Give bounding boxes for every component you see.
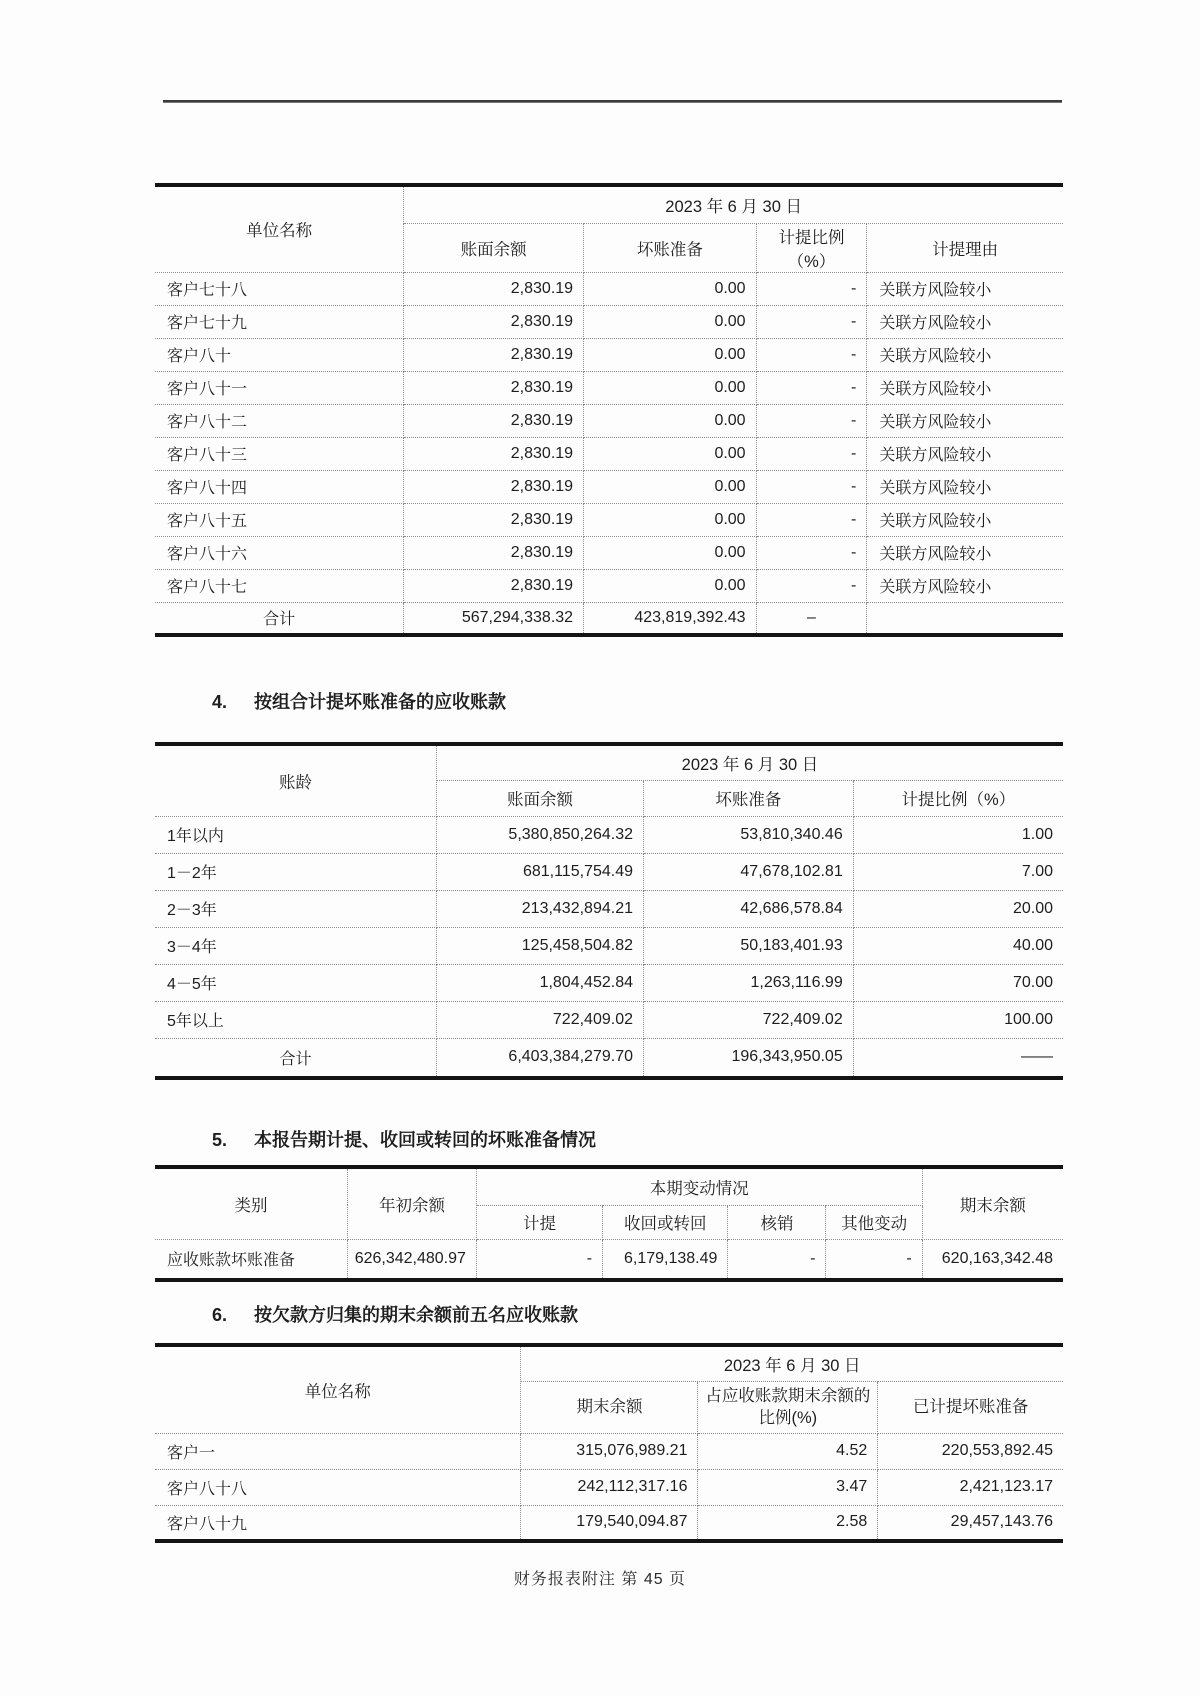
section-title: 本报告期计提、收回或转回的坏账准备情况 <box>254 1130 596 1150</box>
table-row <box>155 890 1063 927</box>
col-header-date: 2023 年 6 月 30 日 <box>436 744 1063 780</box>
book-balance: 722,409.02 <box>436 1001 643 1038</box>
provision-ratio: - <box>756 338 867 371</box>
col-header-closing-balance: 期末余额 <box>521 1381 698 1433</box>
provision-ratio: 40.00 <box>853 927 1063 964</box>
provision-ratio: 7.00 <box>853 853 1063 890</box>
table-row <box>155 404 1063 437</box>
bad-debt-provision: 0.00 <box>584 503 757 536</box>
writeoff: - <box>728 1239 826 1280</box>
opening-balance: 626,342,480.97 <box>347 1239 476 1280</box>
table-row <box>155 569 1063 602</box>
bad-debt-provision: 42,686,578.84 <box>643 890 853 927</box>
col-header-writeoff: 核销 <box>728 1205 826 1239</box>
aging-bucket: 5年以上 <box>155 1001 436 1038</box>
col-header-recovery-reversal: 收回或转回 <box>603 1205 728 1239</box>
aging-bucket: 2－3年 <box>155 890 436 927</box>
book-balance: 2,830.19 <box>404 503 584 536</box>
table-row <box>155 338 1063 371</box>
book-balance: 681,115,754.49 <box>436 853 643 890</box>
bad-debt-provision: 0.00 <box>584 536 757 569</box>
book-balance: 2,830.19 <box>404 404 584 437</box>
table-row <box>155 1433 1063 1469</box>
section-number: 6. <box>212 1305 228 1325</box>
provision-reason: 关联方风险较小 <box>867 437 1063 470</box>
provision-reason: 关联方风险较小 <box>867 569 1063 602</box>
section-number: 4. <box>212 692 228 712</box>
col-header-opening-balance: 年初余额 <box>347 1167 476 1239</box>
other-change: - <box>826 1239 922 1280</box>
total-bad-debt-provision: 423,819,392.43 <box>584 602 757 635</box>
section-6-heading <box>155 1301 1063 1327</box>
table-row <box>155 1001 1063 1038</box>
provision-ratio: - <box>756 272 867 305</box>
col-header-provision-reason: 计提理由 <box>867 223 1063 272</box>
table-row <box>155 1239 1063 1280</box>
col-header-aging: 账龄 <box>155 744 436 816</box>
book-balance: 2,830.19 <box>404 437 584 470</box>
bad-debt-provision: 1,263,116.99 <box>643 964 853 1001</box>
provision-ratio: - <box>756 569 867 602</box>
closing-balance: 620,163,342.48 <box>922 1239 1063 1280</box>
bad-debt-provision: 0.00 <box>584 338 757 371</box>
total-provision-ratio: – <box>756 602 867 635</box>
aging-provision-table <box>155 742 1063 1080</box>
table-row <box>155 305 1063 338</box>
provision-reason: 关联方风险较小 <box>867 272 1063 305</box>
book-balance: 1,804,452.84 <box>436 964 643 1001</box>
table-row <box>155 536 1063 569</box>
bad-debt-provision: 0.00 <box>584 371 757 404</box>
col-header-date: 2023 年 6 月 30 日 <box>521 1345 1063 1381</box>
page-content <box>155 0 1063 1697</box>
customer-name: 客户七十九 <box>155 305 404 338</box>
total-book-balance: 567,294,338.32 <box>404 602 584 635</box>
table-row <box>155 503 1063 536</box>
bad-debt-provision: 47,678,102.81 <box>643 853 853 890</box>
category: 应收账款坏账准备 <box>155 1239 347 1280</box>
closing-balance: 242,112,317.16 <box>521 1469 698 1505</box>
bad-debt-provision: 53,810,340.46 <box>643 816 853 853</box>
col-header-period-change: 本期变动情况 <box>476 1167 922 1205</box>
aging-bucket: 1年以内 <box>155 816 436 853</box>
total-bad-debt-provision: 196,343,950.05 <box>643 1038 853 1078</box>
percentage-of-receivables: 2.58 <box>698 1505 878 1541</box>
customer-name: 客户八十三 <box>155 437 404 470</box>
total-row <box>155 1038 1063 1078</box>
customer-name: 客户八十四 <box>155 470 404 503</box>
col-header-other-change: 其他变动 <box>826 1205 922 1239</box>
total-label: 合计 <box>155 1038 436 1078</box>
section-4-heading <box>155 688 1063 714</box>
book-balance: 5,380,850,264.32 <box>436 816 643 853</box>
customer-name: 客户八十六 <box>155 536 404 569</box>
provision-reason: 关联方风险较小 <box>867 470 1063 503</box>
provision-reason: 关联方风险较小 <box>867 338 1063 371</box>
aging-bucket: 4－5年 <box>155 964 436 1001</box>
aging-bucket: 3－4年 <box>155 927 436 964</box>
table-row <box>155 964 1063 1001</box>
bad-debt-provision: 50,183,401.93 <box>643 927 853 964</box>
col-header-bad-debt-provision: 坏账准备 <box>643 780 853 816</box>
provision-reason: 关联方风险较小 <box>867 503 1063 536</box>
table-row <box>155 853 1063 890</box>
provision-ratio: - <box>756 470 867 503</box>
closing-balance: 315,076,989.21 <box>521 1433 698 1469</box>
book-balance: 2,830.19 <box>404 305 584 338</box>
provision-ratio: - <box>756 371 867 404</box>
table-row <box>155 437 1063 470</box>
col-header-provision-ratio: 计提比例 （%） <box>756 223 867 272</box>
bad-debt-provision: 0.00 <box>584 569 757 602</box>
customer-name: 客户一 <box>155 1433 521 1469</box>
bad-debt-provision: 0.00 <box>584 404 757 437</box>
bad-debt-provision: 0.00 <box>584 272 757 305</box>
book-balance: 2,830.19 <box>404 569 584 602</box>
book-balance: 125,458,504.82 <box>436 927 643 964</box>
book-balance: 2,830.19 <box>404 338 584 371</box>
section-title: 按欠款方归集的期末余额前五名应收账款 <box>254 1305 578 1325</box>
table-row <box>155 927 1063 964</box>
col-header-unit-name: 单位名称 <box>155 1345 521 1433</box>
customer-name: 客户八十五 <box>155 503 404 536</box>
col-header-date: 2023 年 6 月 30 日 <box>404 185 1063 223</box>
bad-debt-provision: 722,409.02 <box>643 1001 853 1038</box>
percentage-of-receivables: 3.47 <box>698 1469 878 1505</box>
bad-debt-provision: 0.00 <box>584 305 757 338</box>
col-header-percentage-of-receivables: 占应收账款期末余额的比例(%) <box>698 1381 878 1433</box>
provision-made: 29,457,143.76 <box>878 1505 1063 1541</box>
provision-reason: 关联方风险较小 <box>867 305 1063 338</box>
table-row <box>155 371 1063 404</box>
provision-movement-table <box>155 1165 1063 1282</box>
provision-made: 220,553,892.45 <box>878 1433 1063 1469</box>
accrual: - <box>476 1239 602 1280</box>
customer-name: 客户八十二 <box>155 404 404 437</box>
total-book-balance: 6,403,384,279.70 <box>436 1038 643 1078</box>
provision-ratio: - <box>756 536 867 569</box>
provision-reason: 关联方风险较小 <box>867 404 1063 437</box>
col-header-bad-debt-provision: 坏账准备 <box>584 223 757 272</box>
book-balance: 2,830.19 <box>404 536 584 569</box>
recovery-reversal: 6,179,138.49 <box>603 1239 728 1280</box>
total-row <box>155 602 1063 635</box>
total-label: 合计 <box>155 602 404 635</box>
book-balance: 2,830.19 <box>404 470 584 503</box>
customer-name: 客户八十七 <box>155 569 404 602</box>
book-balance: 2,830.19 <box>404 371 584 404</box>
bad-debt-provision: 0.00 <box>584 470 757 503</box>
provision-ratio: 70.00 <box>853 964 1063 1001</box>
section-number: 5. <box>212 1130 228 1150</box>
table-row <box>155 470 1063 503</box>
provision-ratio: - <box>756 305 867 338</box>
provision-ratio: - <box>756 437 867 470</box>
col-header-provision-ratio: 计提比例（%） <box>853 780 1063 816</box>
book-balance: 213,432,894.21 <box>436 890 643 927</box>
top-five-receivables-table <box>155 1343 1063 1543</box>
col-header-category: 类别 <box>155 1167 347 1239</box>
col-header-provision-made: 已计提坏账准备 <box>878 1381 1063 1433</box>
col-header-book-balance: 账面余额 <box>436 780 643 816</box>
percentage-of-receivables: 4.52 <box>698 1433 878 1469</box>
provision-ratio: - <box>756 404 867 437</box>
provision-reason: 关联方风险较小 <box>867 536 1063 569</box>
total-provision-ratio: —— <box>853 1038 1063 1078</box>
col-header-unit-name: 单位名称 <box>155 185 404 272</box>
customer-name: 客户八十 <box>155 338 404 371</box>
section-title: 按组合计提坏账准备的应收账款 <box>254 692 506 712</box>
book-balance: 2,830.19 <box>404 272 584 305</box>
col-header-closing-balance: 期末余额 <box>922 1167 1063 1239</box>
customer-name: 客户八十九 <box>155 1505 521 1541</box>
col-header-book-balance: 账面余额 <box>404 223 584 272</box>
bad-debt-provision: 0.00 <box>584 437 757 470</box>
provision-made: 2,421,123.17 <box>878 1469 1063 1505</box>
customer-name: 客户八十一 <box>155 371 404 404</box>
section-5-heading <box>155 1126 1063 1152</box>
table-row <box>155 1469 1063 1505</box>
col-header-accrual: 计提 <box>476 1205 602 1239</box>
provision-ratio: 20.00 <box>853 890 1063 927</box>
aging-bucket: 1－2年 <box>155 853 436 890</box>
provision-ratio: 100.00 <box>853 1001 1063 1038</box>
provision-ratio: - <box>756 503 867 536</box>
page-footer: 财务报表附注 第 45 页 <box>513 1571 687 1588</box>
table-row <box>155 272 1063 305</box>
customer-name: 客户八十八 <box>155 1469 521 1505</box>
table-row <box>155 816 1063 853</box>
table-row <box>155 1505 1063 1541</box>
total-provision-reason <box>867 602 1063 635</box>
provision-ratio: 1.00 <box>853 816 1063 853</box>
related-party-provision-table <box>155 183 1063 637</box>
customer-name: 客户七十八 <box>155 272 404 305</box>
provision-reason: 关联方风险较小 <box>867 371 1063 404</box>
closing-balance: 179,540,094.87 <box>521 1505 698 1541</box>
